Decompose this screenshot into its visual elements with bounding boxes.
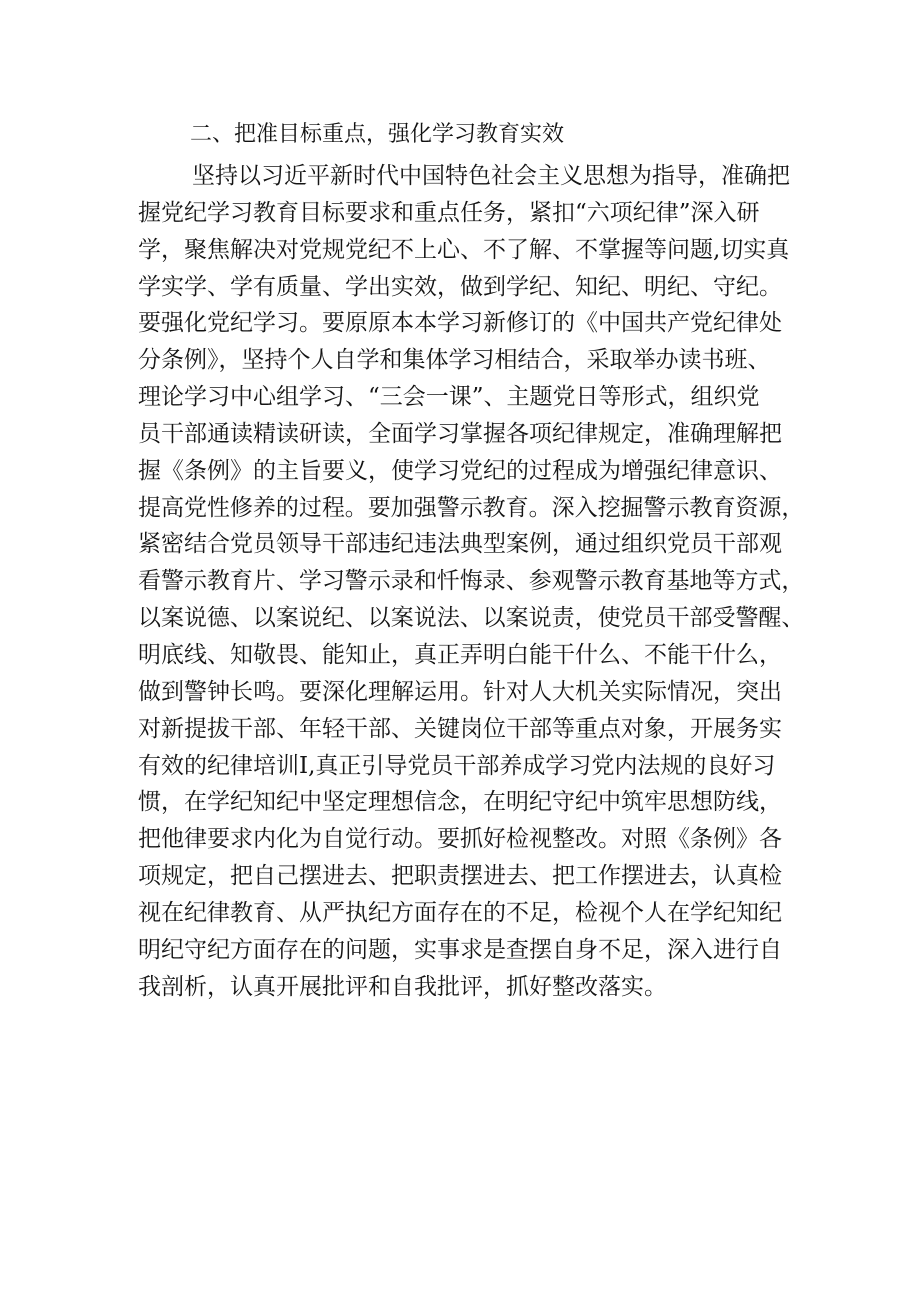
paragraph-line: 提高党性修养的过程。要加强警示教育。深入挖掘警示教育资源， [138,494,805,521]
paragraph-line: 要强化党纪学习。要原原本本学习新修订的《中国共产党纪律处 [138,310,782,337]
section-heading: 二、把准目标重点，强化学习教育实效 [190,122,565,147]
paragraph-line: 明底线、知敬畏、能知止，真正弄明白能干什么、不能干什么， [138,641,782,668]
paragraph-line: 学，聚焦解决对党规党纪不上心、不了解、不掌握等问题,切实真 [138,236,790,263]
paragraph-line: 项规定，把自己摆进去、把职责摆进去、把工作摆进去，认真检 [138,863,782,890]
paragraph-line: 坚持以习近平新时代中国特色社会主义思想为指导，准确把 [192,163,790,189]
paragraph-line: 学实学、学有质量、学出实效，做到学纪、知纪、明纪、守纪。 [138,273,782,300]
paragraph-line: 握党纪学习教育目标要求和重点任务，紧扣“六项纪律”深入研 [138,199,760,226]
paragraph-line: 员干部通读精读研读，全面学习掌握各项纪律规定，准确理解把 [138,420,782,447]
paragraph-line: 做到警钟长鸣。要深化理解运用。针对人大机关实际情况，突出 [138,678,782,705]
paragraph-line: 有效的纪律培训I,真正引导党员干部养成学习党内法规的良好习 [138,752,776,779]
paragraph-line: 把他律要求内化为自觉行动。要抓好检视整改。对照《条例》各 [138,826,782,853]
paragraph-line: 惯，在学纪知纪中坚定理想信念，在明纪守纪中筑牢思想防线， [138,789,782,816]
paragraph-line: 我剖析，认真开展批评和自我批评，抓好整改落实。 [138,973,667,1000]
paragraph-line: 握《条例》的主旨要义，使学习党纪的过程成为增强纪律意识、 [138,457,782,484]
body-paragraph [138,158,805,1005]
paragraph-line: 对新提拔干部、年轻干部、关键岗位干部等重点对象，开展务实 [138,715,782,742]
paragraph-line: 分条例》，坚持个人自学和集体学习相结合，采取举办读书班、 [138,347,771,374]
paragraph-line: 明纪守纪方面存在的问题，实事求是查摆自身不足，深入进行自 [138,936,782,963]
paragraph-line: 视在纪律教育、从严执纪方面存在的不足，检视个人在学纪知纪 [138,899,782,926]
paragraph-line: 理论学习中心组学习、“三会一课”、主题党日等形式，组织党 [138,384,760,411]
paragraph-line: 以案说德、以案说纪、以案说法、以案说责，使党员干部受警醒、 [138,605,805,632]
paragraph-line: 看警示教育片、学习警示录和忏悔录、参观警示教育基地等方式， [138,568,805,595]
paragraph-line: 紧密结合党员领导干部违纪违法典型案例，通过组织党员干部观 [138,531,782,558]
